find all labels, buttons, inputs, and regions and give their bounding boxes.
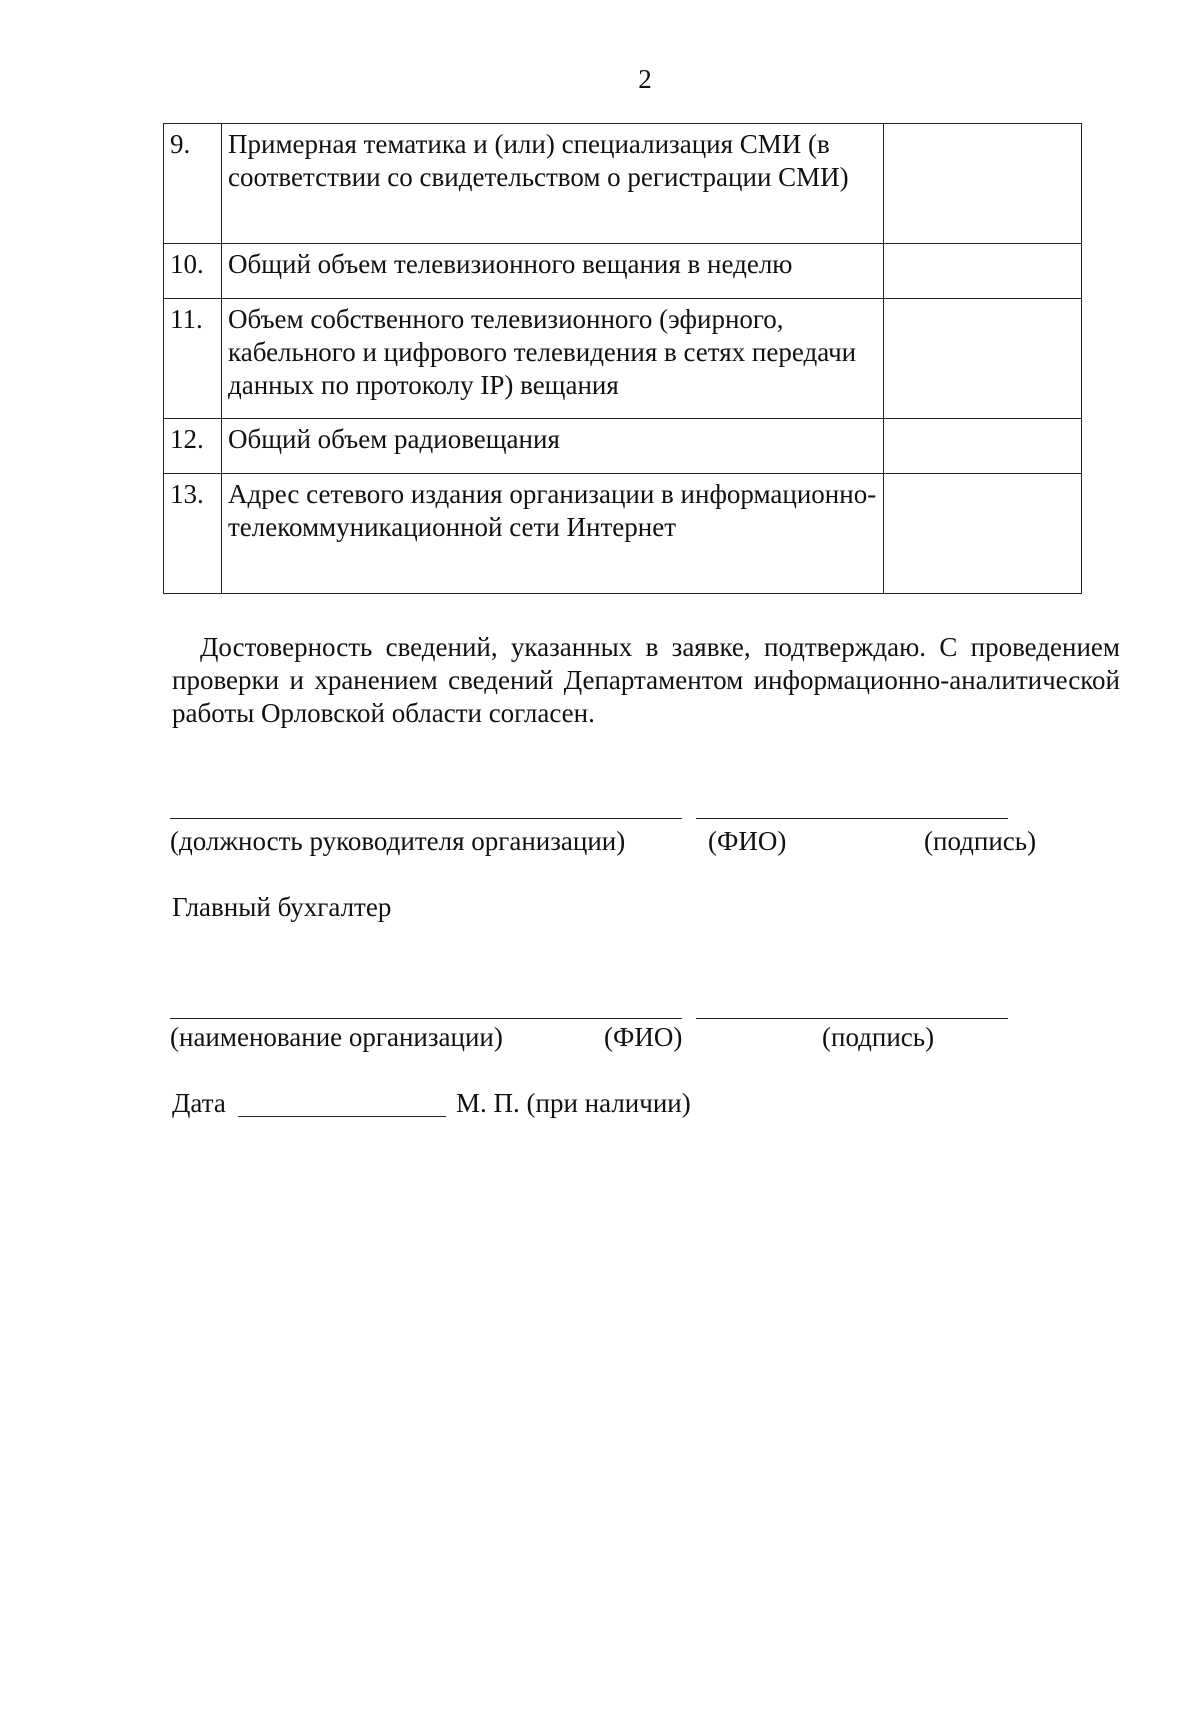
row-description: Общий объем телевизионного вещания в неделю bbox=[222, 244, 884, 299]
date-label: Дата bbox=[172, 1088, 226, 1118]
row-number: 9. bbox=[164, 124, 222, 244]
table-row bbox=[164, 299, 1082, 419]
signature-label-2: (подпись) bbox=[822, 1022, 935, 1052]
row-value-field[interactable] bbox=[884, 419, 1082, 474]
organization-signature-line[interactable] bbox=[170, 1018, 682, 1019]
row-value-field[interactable] bbox=[884, 124, 1082, 244]
position-signature-line[interactable] bbox=[170, 818, 682, 819]
row-value-field[interactable] bbox=[884, 474, 1082, 594]
row-number: 12. bbox=[164, 419, 222, 474]
table-row bbox=[164, 124, 1082, 244]
row-description: Общий объем радиовещания bbox=[222, 419, 884, 474]
stamp-label: М. П. (при наличии) bbox=[456, 1088, 691, 1118]
signature-label: (подпись) bbox=[924, 826, 1037, 856]
date-input-line[interactable] bbox=[238, 1116, 446, 1117]
row-number: 11. bbox=[164, 299, 222, 419]
fio-label: (ФИО) bbox=[708, 826, 787, 856]
table-row bbox=[164, 244, 1082, 299]
fio-signature-line-2[interactable] bbox=[696, 1018, 1008, 1019]
position-label: (должность руководителя организации) bbox=[170, 826, 626, 856]
row-number: 10. bbox=[164, 244, 222, 299]
row-description: Объем собственного телевизионного (эфирного, кабельного и цифрового телевидения в сетях передачи данных по протоколу IP) вещания bbox=[222, 299, 884, 419]
details-table bbox=[163, 123, 1082, 594]
row-description: Адрес сетевого издания организации в информационно-телекоммуникационной сети Интернет bbox=[222, 474, 884, 594]
fio-signature-line[interactable] bbox=[696, 818, 1008, 819]
table-row bbox=[164, 474, 1082, 594]
chief-accountant-label: Главный бухгалтер bbox=[172, 892, 392, 922]
organization-label: (наименование организации) bbox=[170, 1022, 503, 1052]
row-description: Примерная тематика и (или) специализация СМИ (в соответствии со свидетельством о регистрации СМИ) bbox=[222, 124, 884, 244]
confirmation-paragraph: Достоверность сведений, указанных в заявке, подтверждаю. С проведением проверки и хранением сведений Департаментом информационно-аналитической работы Орловской области согласен. bbox=[172, 632, 1120, 728]
page-number: 2 bbox=[638, 64, 652, 94]
row-value-field[interactable] bbox=[884, 244, 1082, 299]
fio-label-2: (ФИО) bbox=[604, 1022, 683, 1052]
table-row bbox=[164, 419, 1082, 474]
row-number: 13. bbox=[164, 474, 222, 594]
row-value-field[interactable] bbox=[884, 299, 1082, 419]
